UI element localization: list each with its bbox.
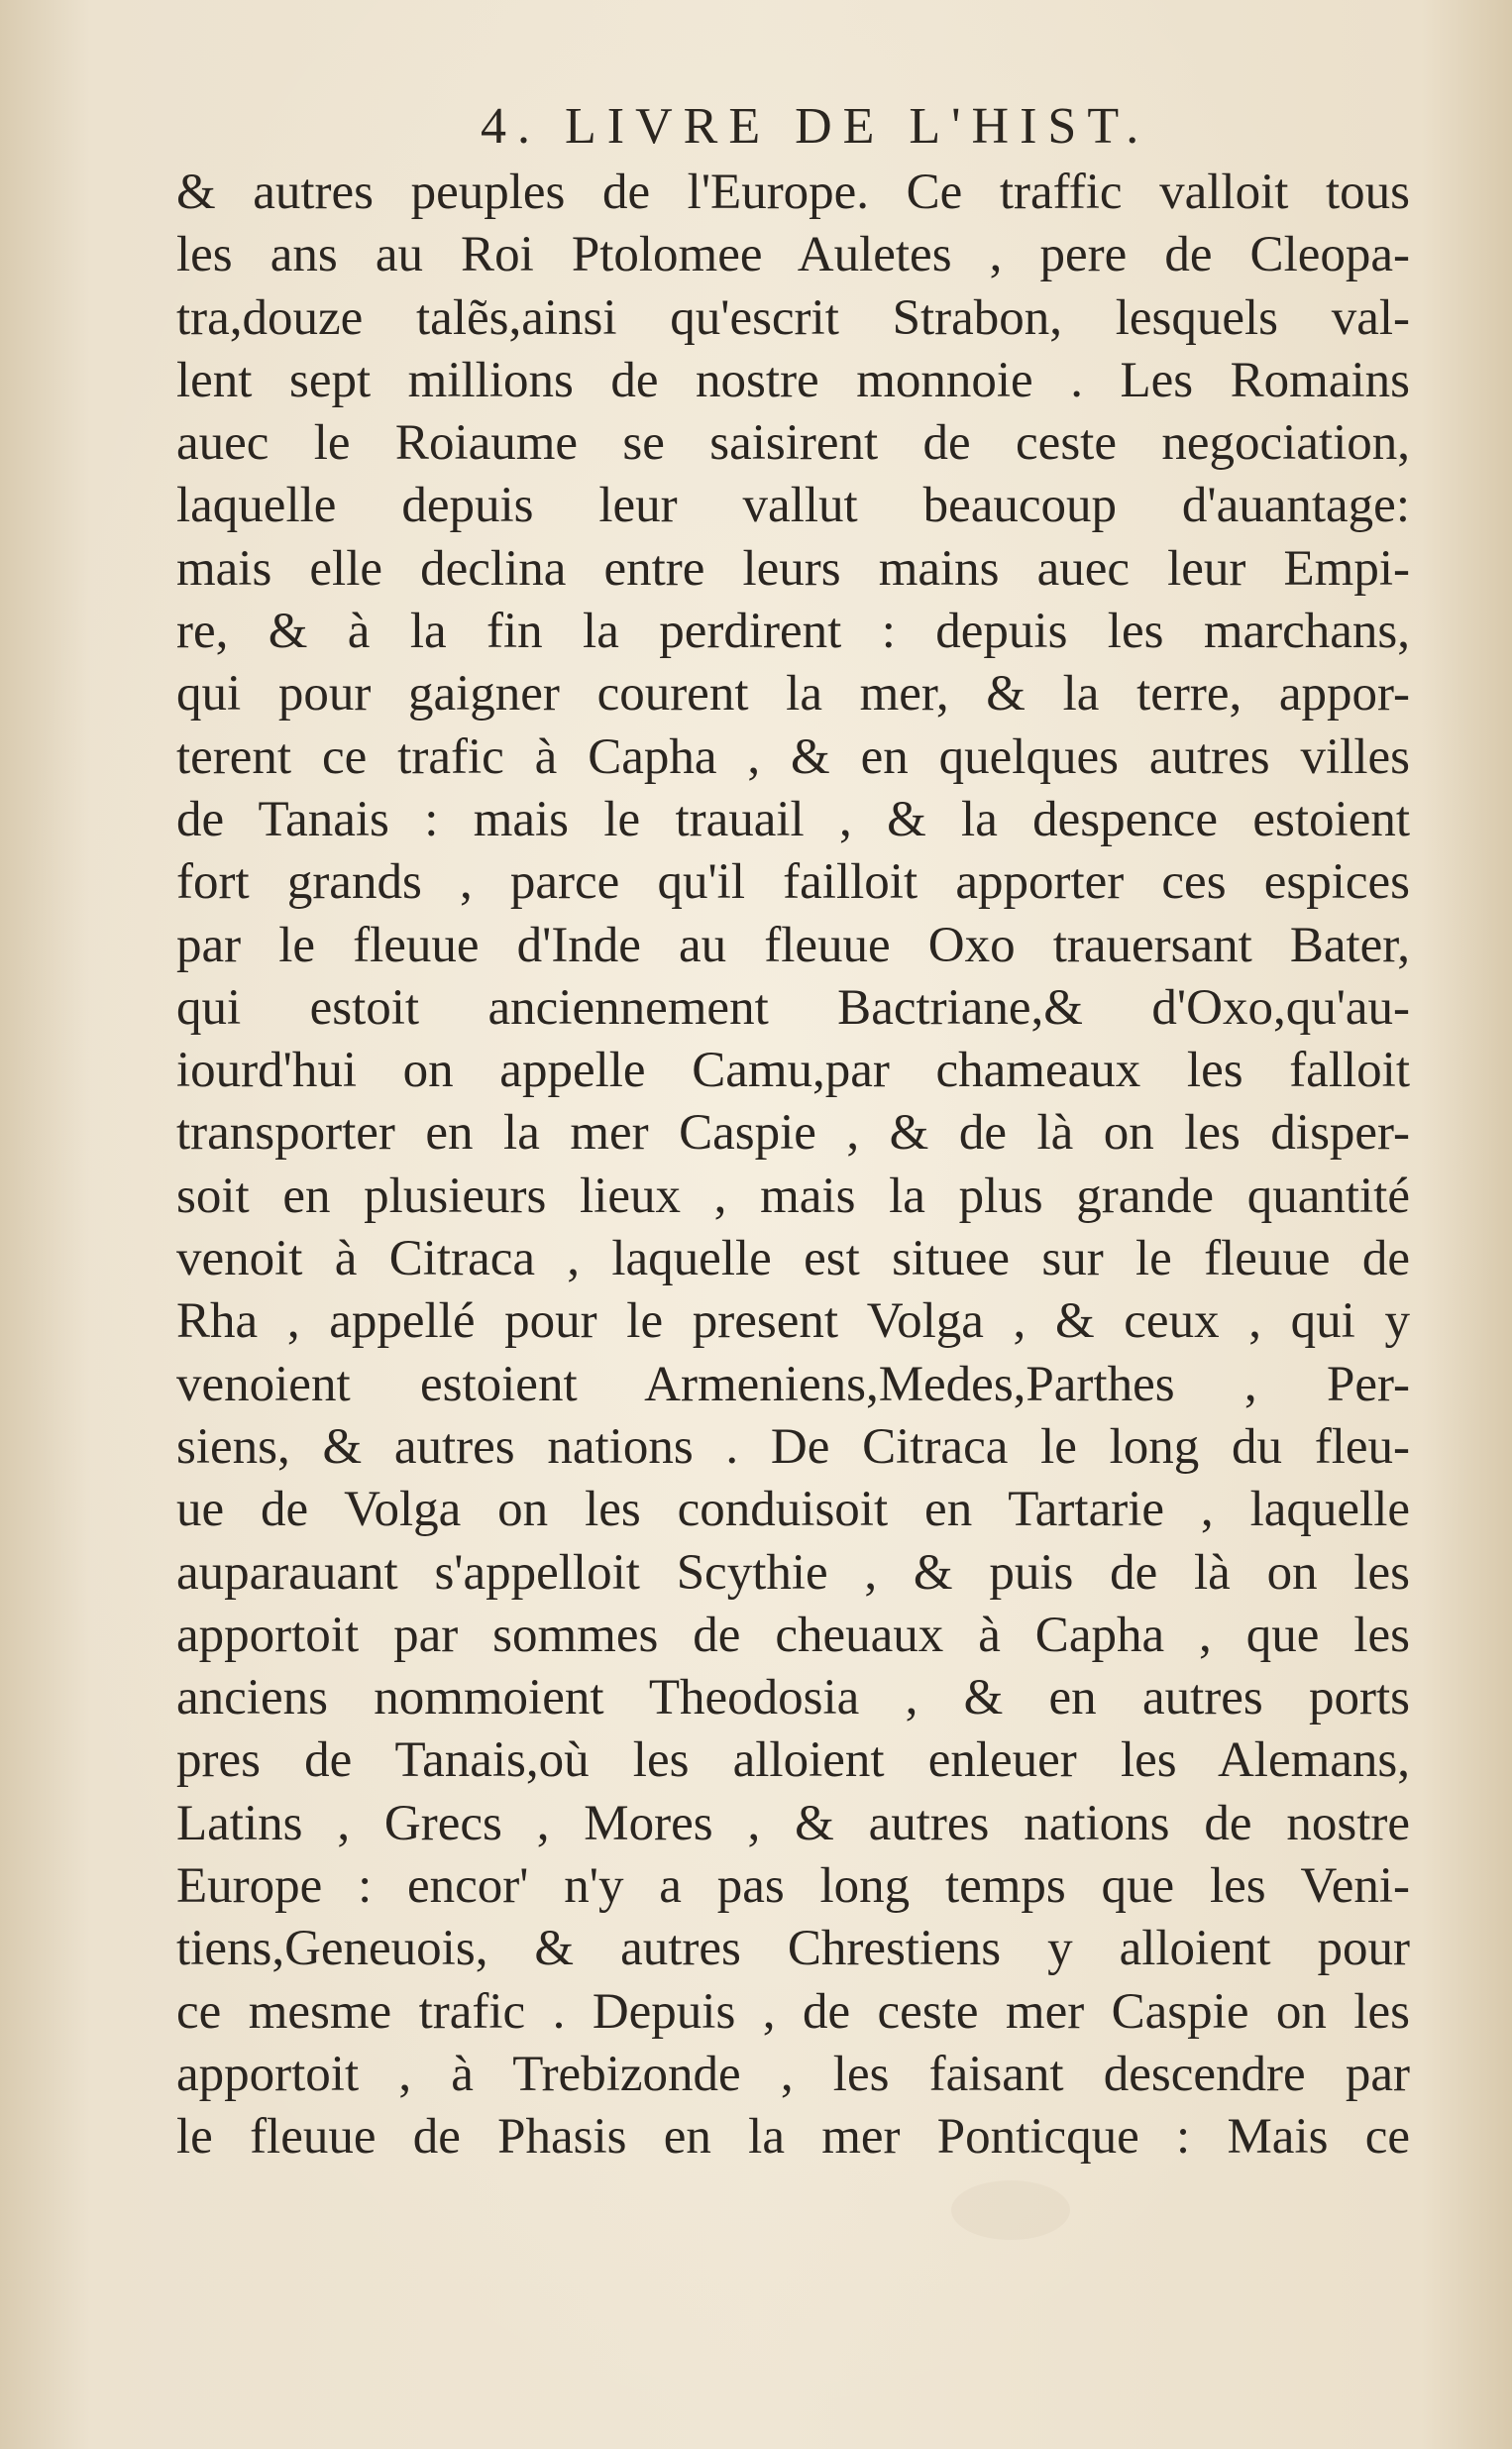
text-line: tra,douze talẽs,ainsi qu'escrit Strabon, lesquels val- (176, 289, 1410, 346)
text-line: apportoit , à Trebizonde , les faisant descendre par (176, 2046, 1410, 2102)
text-line: transporter en la mer Caspie , & de là on les disper- (176, 1105, 1410, 1162)
text-line: qui estoit anciennement Bactriane,& d'Oxo,qu'au- (176, 979, 1410, 1036)
text-line: venoit à Citraca , laquelle est situee sur le fleuue de (176, 1231, 1410, 1287)
text-line: Rha , appellé pour le present Volga , & ceux , qui y (176, 1293, 1410, 1350)
text-line: ce mesme trafic . Depuis , de ceste mer Caspie on les (176, 1983, 1410, 2040)
text-line: auec le Roiaume se saisirent de ceste negociation, (176, 415, 1410, 472)
text-line: siens, & autres nations . De Citraca le long du fleu- (176, 1418, 1410, 1475)
text-line: fort grands , parce qu'il failloit apporter ces espices (176, 854, 1410, 911)
body-text (176, 162, 1410, 2170)
text-line: soit en plusieurs lieux , mais la plus grande quantité (176, 1168, 1410, 1224)
text-line: mais elle declina entre leurs mains auec leur Empi- (176, 540, 1410, 597)
text-line: qui pour gaigner courent la mer, & la terre, appor- (176, 666, 1410, 723)
text-line: le fleuue de Phasis en la mer Ponticque : Mais ce (176, 2109, 1410, 2166)
text-line: anciens nommoient Theodosia , & en autres ports (176, 1670, 1410, 1726)
text-line: laquelle depuis leur vallut beaucoup d'auantage: (176, 478, 1410, 534)
text-line: & autres peuples de l'Europe. Ce traffic valloit tous (176, 165, 1410, 220)
text-line: par le fleuue d'Inde au fleuue Oxo trauersant Bater, (176, 917, 1410, 973)
text-line: Latins , Grecs , Mores , & autres nations de nostre (176, 1795, 1410, 1851)
running-head-text: 4. LIVRE DE L'HIST. (481, 98, 1150, 155)
running-head (0, 87, 1512, 167)
text-line: lent sept millions de nostre monnoie . Les Romains (176, 352, 1410, 408)
text-line: pres de Tanais,où les alloient enleuer les Alemans, (176, 1732, 1410, 1789)
text-line: ue de Volga on les conduisoit en Tartarie , laquelle (176, 1482, 1410, 1538)
paper-stain (951, 2180, 1070, 2240)
text-line: les ans au Roi Ptolomee Auletes , pere de Cleopa- (176, 227, 1410, 283)
text-line: venoient estoient Armeniens,Medes,Parthes , Per- (176, 1356, 1410, 1412)
text-line: Europe : encor' n'y a pas long temps que les Veni- (176, 1858, 1410, 1915)
text-line: re, & à la fin la perdirent : depuis les marchans, (176, 604, 1410, 660)
text-line: de Tanais : mais le trauail , & la despence estoient (176, 791, 1410, 847)
text-line: tiens,Geneuois, & autres Chrestiens y alloient pour (176, 1921, 1410, 1977)
text-line: auparauant s'appelloit Scythie , & puis de là on les (176, 1544, 1410, 1601)
text-line: iourd'hui on appelle Camu,par chameaux les falloit (176, 1043, 1410, 1099)
text-line: apportoit par sommes de cheuaux à Capha , que les (176, 1607, 1410, 1663)
text-line: terent ce trafic à Capha , & en quelques autres villes (176, 728, 1410, 785)
